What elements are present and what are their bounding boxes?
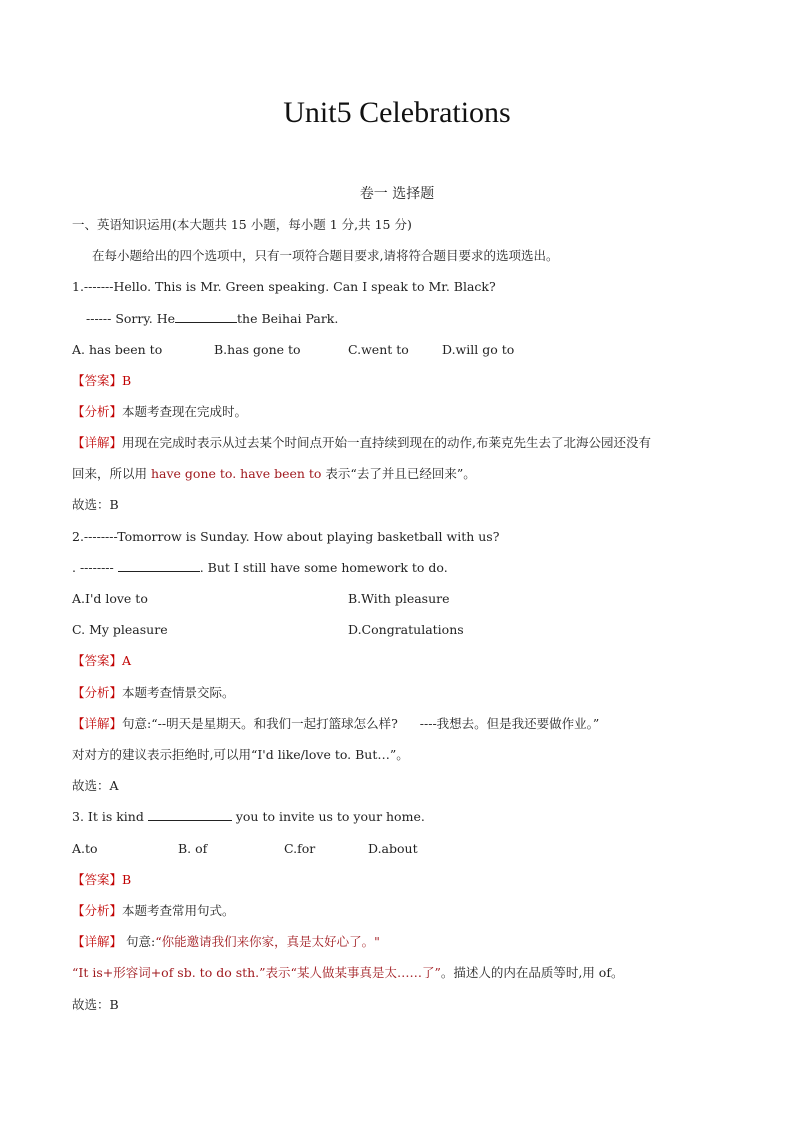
detail-quote: “你能邀请我们来你家，真是太好心了。": [155, 934, 380, 949]
q3-option-c: C.for: [284, 841, 316, 856]
q3-option-b: B. of: [178, 841, 208, 856]
q2-blank: [118, 559, 200, 572]
detail-phrase: have gone to. have been to: [150, 466, 322, 481]
analysis-label: 【分析】: [72, 404, 123, 419]
q3-prompt-start: 3. It is kind: [72, 809, 144, 824]
analysis-label: 【分析】: [72, 685, 123, 700]
q2-response-end: . But I still have some homework to do.: [199, 560, 448, 575]
q1-analysis: [72, 403, 247, 421]
q3-option-d: D.about: [368, 841, 418, 856]
q1-answer: [72, 372, 131, 390]
analysis-label: 【分析】: [72, 903, 123, 918]
q3-prompt-end: you to invite us to your home.: [235, 809, 425, 824]
q3-detail-line1: [72, 933, 380, 951]
detail-text: 用现在完成时表示从过去某个时间点开始一直持续到现在的动作,布莱克先生去了北海公园还没有: [122, 435, 651, 450]
q2-option-d: D.Congratulations: [348, 622, 464, 637]
q1-option-c: C.went to: [348, 342, 409, 357]
detail-text: 句意:“--明天是星期天。和我们一起打篮球怎么样?: [122, 716, 398, 731]
document-title: Unit5 Celebrations: [283, 96, 511, 129]
answer-value: B: [122, 373, 132, 388]
detail-phrase: “It is+形容词+of sb. to do sth.”表示“某人做某事真是太……了”: [72, 965, 441, 980]
q3-options: [72, 840, 722, 858]
q3-choice: 故选：B: [72, 997, 119, 1012]
q1-blank: [175, 310, 237, 323]
detail-text: 。描述人的内在品质等时,用 of。: [440, 965, 624, 980]
detail-text: ----我想去。但是我还要做作业。”: [419, 716, 600, 731]
q3-analysis: [72, 902, 235, 920]
detail-text: 回来，所以用: [72, 466, 151, 481]
answer-value: A: [122, 653, 132, 668]
q1-options: [72, 341, 722, 359]
q1-response-end: the Beihai Park.: [237, 311, 339, 326]
q2-detail-line2: 对对方的建议表示拒绝时,可以用“I'd like/love to. But…”。: [72, 747, 409, 762]
q1-choice: 故选：B: [72, 497, 119, 512]
q2-prompt: 2.--------Tomorrow is Sunday. How about playing basketball with us?: [72, 529, 500, 544]
q1-option-b: B.has gone to: [214, 342, 301, 357]
q2-answer: [72, 652, 131, 670]
q1-detail-line2: [72, 465, 476, 483]
q2-analysis: [72, 684, 235, 702]
detail-label: 【详解】: [72, 934, 123, 949]
detail-text: 句意:: [122, 934, 156, 949]
answer-label: 【答案】: [72, 373, 123, 388]
q1-detail-line1: [72, 434, 651, 452]
q2-options-row1: [72, 590, 722, 608]
q2-option-c: C. My pleasure: [72, 622, 168, 637]
q2-option-b: B.With pleasure: [348, 591, 450, 606]
volume-heading: 卷一 选择题: [359, 186, 435, 202]
q1-response: [86, 310, 338, 328]
q2-response-start: . --------: [72, 560, 114, 575]
detail-text: 表示“去了并且已经回来”。: [321, 466, 476, 481]
q1-prompt: 1.-------Hello. This is Mr. Green speaking. Can I speak to Mr. Black?: [72, 279, 496, 294]
q3-option-a: A.to: [72, 841, 98, 856]
answer-label: 【答案】: [72, 872, 123, 887]
q3-prompt: [72, 808, 425, 826]
section-heading: 一、英语知识运用(本大题共 15 小题，每小题 1 分,共 15 分): [72, 217, 412, 232]
analysis-text: 本题考查常用句式。: [122, 903, 235, 918]
q1-option-a: A. has been to: [72, 342, 163, 357]
q2-detail-line1: [72, 715, 599, 733]
section-instruction: 在每小题给出的四个选项中，只有一项符合题目要求,请将符合题目要求的选项选出。: [92, 248, 559, 263]
answer-value: B: [122, 872, 132, 887]
q3-blank: [148, 808, 232, 821]
q1-option-d: D.will go to: [442, 342, 515, 357]
q2-options-row2: [72, 621, 722, 639]
q3-detail-line2: [72, 964, 623, 982]
answer-label: 【答案】: [72, 653, 123, 668]
q2-option-a: A.I'd love to: [72, 591, 148, 606]
analysis-text: 本题考查情景交际。: [122, 685, 235, 700]
q1-response-start: ------ Sorry. He: [86, 311, 176, 326]
detail-label: 【详解】: [72, 716, 123, 731]
q3-answer: [72, 871, 131, 889]
q2-response: [72, 559, 448, 577]
detail-label: 【详解】: [72, 435, 123, 450]
q2-choice: 故选：A: [72, 778, 119, 793]
analysis-text: 本题考查现在完成时。: [122, 404, 248, 419]
